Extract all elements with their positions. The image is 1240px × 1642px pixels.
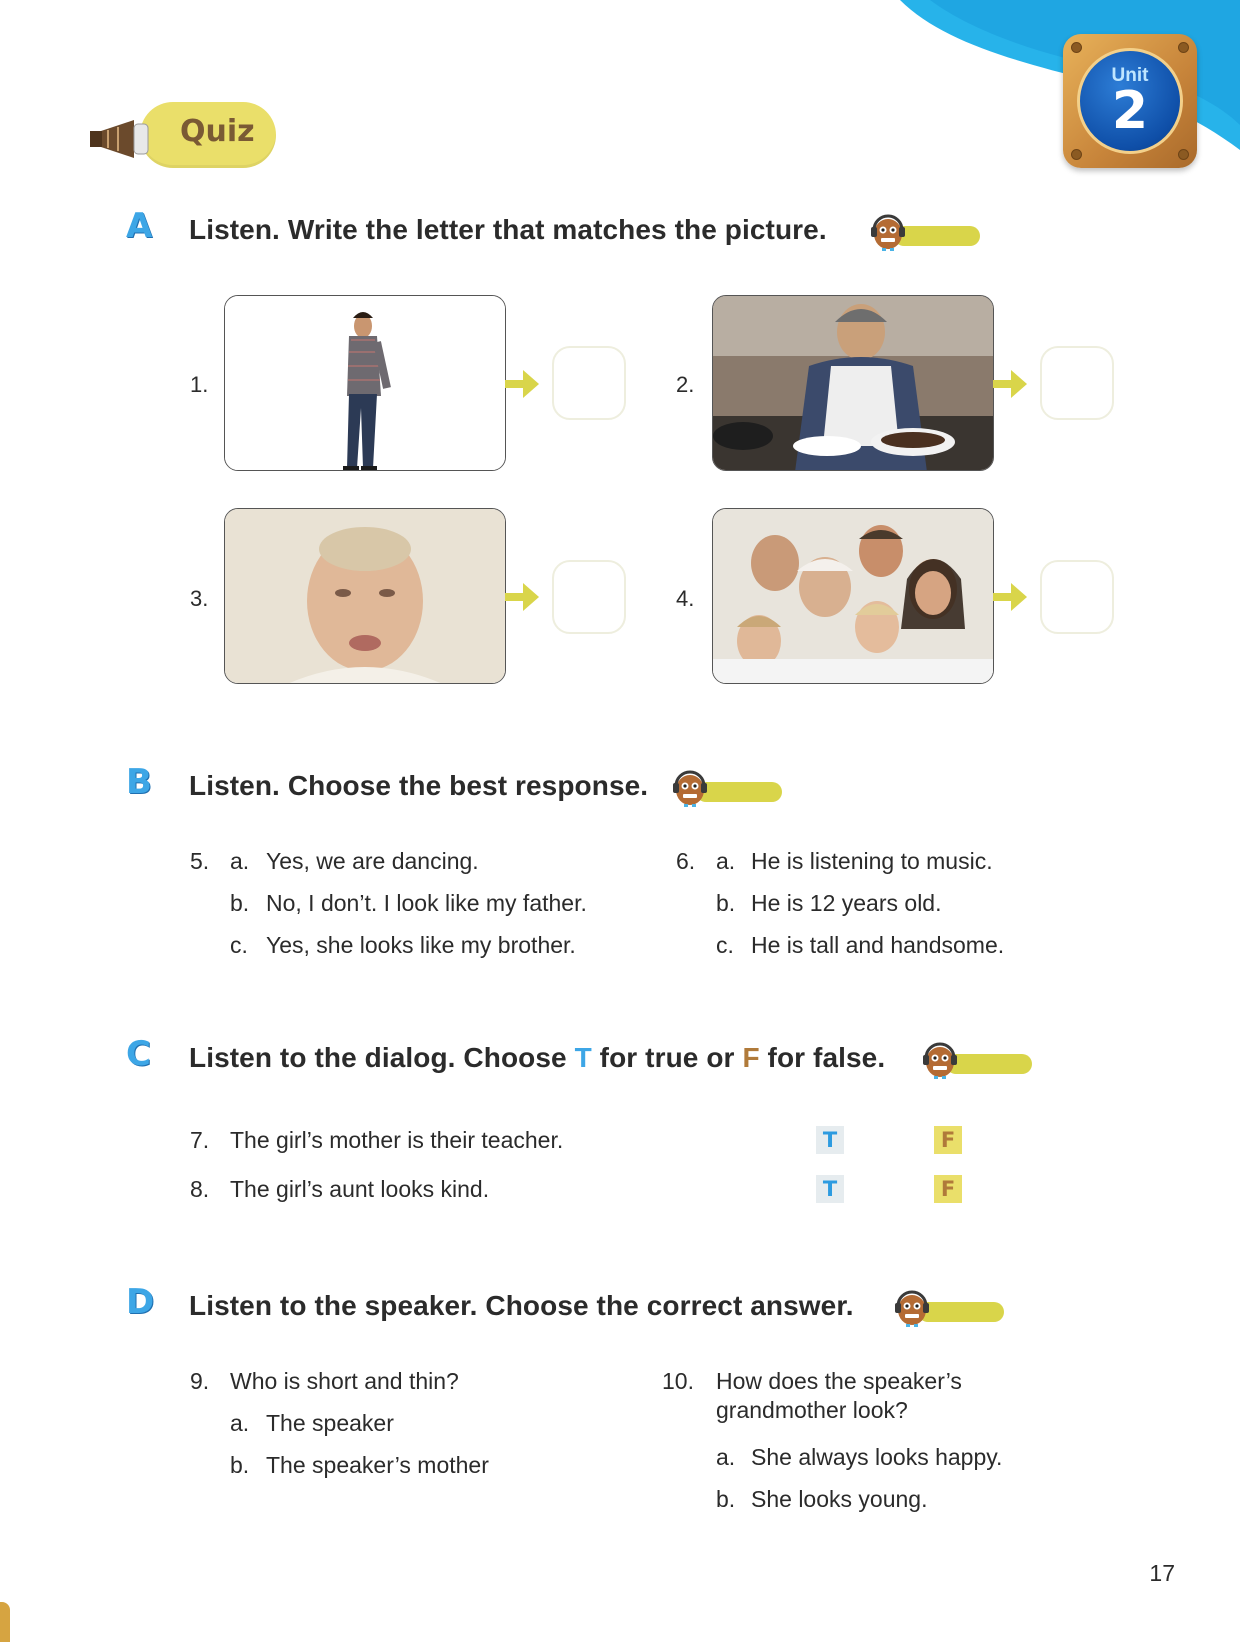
q5-c-letter[interactable]: c.: [230, 932, 248, 958]
unit-number: 2: [1111, 81, 1149, 141]
page-number: 17: [1149, 1560, 1175, 1586]
q9-b-text[interactable]: The speaker’s mother: [266, 1452, 489, 1478]
q8-text: The girl’s aunt looks kind.: [230, 1176, 490, 1202]
section-a-title: Listen. Write the letter that matches the picture.: [189, 214, 827, 245]
answer-box-2[interactable]: [1040, 346, 1114, 420]
arrow-right-icon: [505, 583, 539, 611]
section-c-letter: C: [126, 1034, 151, 1074]
item-2-number: 2.: [676, 372, 695, 397]
q10-question-line1: How does the speaker’s: [716, 1368, 962, 1394]
q10-question-line2: grandmother look?: [716, 1397, 908, 1423]
q7-true-option[interactable]: T: [816, 1126, 844, 1154]
picture-3: [224, 508, 506, 684]
item-1-number: 1.: [190, 372, 209, 397]
headphone-monster-icon: [672, 768, 708, 808]
picture-4: [712, 508, 994, 684]
quiz-label: Quiz: [180, 114, 255, 149]
q10-b-letter[interactable]: b.: [716, 1486, 736, 1512]
q5-b-letter[interactable]: b.: [230, 890, 250, 916]
arrow-right-icon: [505, 370, 539, 398]
answer-box-3[interactable]: [552, 560, 626, 634]
q5-b-text[interactable]: No, I don’t. I look like my father.: [266, 890, 587, 916]
q9-a-text[interactable]: The speaker: [266, 1410, 394, 1436]
item-4-number: 4.: [676, 586, 695, 611]
q6-c-text[interactable]: He is tall and handsome.: [751, 932, 1005, 958]
q5-a-letter[interactable]: a.: [230, 848, 250, 874]
unit-label: Unit: [1111, 65, 1149, 86]
section-b-title: Listen. Choose the best response.: [189, 770, 649, 801]
q5-c-text[interactable]: Yes, she looks like my brother.: [266, 932, 576, 958]
section-a-letter: A: [126, 206, 153, 246]
q6-c-letter[interactable]: c.: [716, 932, 734, 958]
q10-a-letter[interactable]: a.: [716, 1444, 736, 1470]
q10-b-text[interactable]: She looks young.: [751, 1486, 928, 1512]
q8-false-option[interactable]: F: [934, 1175, 962, 1203]
q9-number: 9.: [190, 1368, 210, 1394]
q6-a-letter[interactable]: a.: [716, 848, 736, 874]
headphone-monster-icon: [870, 212, 906, 252]
q9-a-letter[interactable]: a.: [230, 1410, 250, 1436]
section-b-letter: B: [126, 762, 152, 802]
q6-number: 6.: [676, 848, 696, 874]
section-d-letter: D: [126, 1282, 155, 1322]
picture-1: [224, 295, 506, 471]
title-f: F: [742, 1042, 760, 1073]
q9-question: Who is short and thin?: [230, 1368, 459, 1394]
arrow-right-icon: [993, 583, 1027, 611]
answer-box-1[interactable]: [552, 346, 626, 420]
quiz-tag: [90, 98, 290, 174]
arrow-right-icon: [993, 370, 1027, 398]
q7-number: 7.: [190, 1127, 210, 1153]
answer-box-4[interactable]: [1040, 560, 1114, 634]
q6-a-text[interactable]: He is listening to music.: [751, 848, 993, 874]
headphone-monster-icon: [922, 1040, 958, 1080]
audio-button-d[interactable]: [894, 1288, 1004, 1328]
q10-a-text[interactable]: She always looks happy.: [751, 1444, 1003, 1470]
q7-text: The girl’s mother is their teacher.: [230, 1127, 564, 1153]
q6-b-text[interactable]: He is 12 years old.: [751, 890, 942, 916]
q8-number: 8.: [190, 1176, 210, 1202]
item-3-number: 3.: [190, 586, 209, 611]
megaphone-icon: [90, 118, 160, 160]
headphone-monster-icon: [894, 1288, 930, 1328]
q5-a-text[interactable]: Yes, we are dancing.: [266, 848, 479, 874]
corner-mark: [0, 1602, 10, 1642]
audio-button-b[interactable]: [672, 768, 782, 808]
q8-true-option[interactable]: T: [816, 1175, 844, 1203]
audio-button-c[interactable]: [922, 1040, 1032, 1080]
q6-b-letter[interactable]: b.: [716, 890, 736, 916]
title-t: T: [574, 1042, 592, 1073]
section-c-title: Listen to the dialog. Choose T for true or F for false.: [189, 1042, 886, 1073]
q9-b-letter[interactable]: b.: [230, 1452, 250, 1478]
q7-false-option[interactable]: F: [934, 1126, 962, 1154]
audio-button-a[interactable]: [870, 212, 980, 252]
q5-number: 5.: [190, 848, 210, 874]
section-d-title: Listen to the speaker. Choose the correct answer.: [189, 1290, 854, 1321]
q10-number: 10.: [662, 1368, 694, 1394]
picture-2: [712, 295, 994, 471]
unit-badge: [1063, 34, 1197, 168]
